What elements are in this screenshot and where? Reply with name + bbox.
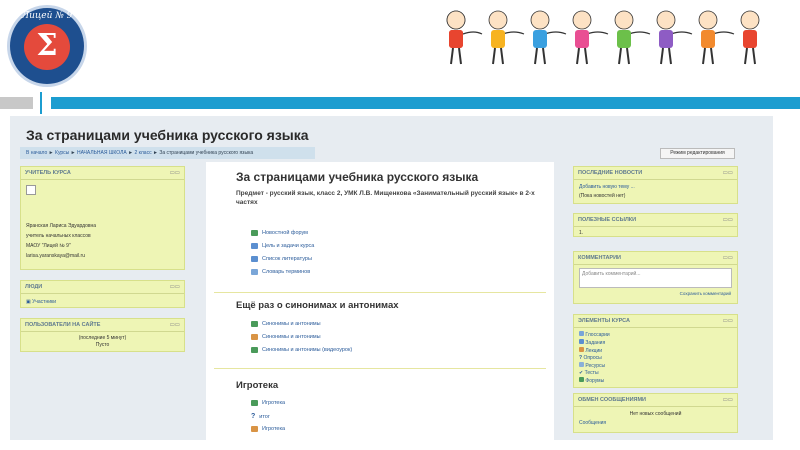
links-block-header: ПОЛЕЗНЫЕ ССЫЛКИ: [578, 217, 637, 223]
block-controls-icon[interactable]: ▭▭: [722, 397, 733, 403]
glossary-icon: [579, 331, 584, 336]
lyceum-logo: [7, 5, 87, 87]
section-divider: [214, 368, 546, 369]
elements-block-header: ЭЛЕМЕНТЫ КУРСА: [578, 318, 630, 324]
block-controls-icon[interactable]: ▭▭: [722, 217, 733, 223]
section-title-synonyms: Ещё раз о синонимах и антонимах: [236, 300, 399, 311]
block-controls-icon[interactable]: ▭▭: [722, 318, 733, 324]
comments-block-header: КОММЕНТАРИИ: [578, 255, 621, 261]
element-tests[interactable]: [579, 370, 732, 377]
moodle-course-screenshot: [10, 116, 773, 440]
course-content: [206, 162, 554, 440]
comments-block: [573, 251, 738, 304]
activity-label[interactable]: Новостной форум: [262, 230, 308, 236]
breadcrumb-courses[interactable]: Курсы: [55, 150, 70, 156]
teacher-block: [20, 166, 185, 270]
file-icon: [579, 362, 584, 367]
element-resources[interactable]: [579, 362, 732, 370]
accent-bar-gray: [0, 97, 33, 109]
online-block-header: ПОЛЬЗОВАТЕЛИ НА САЙТЕ: [25, 322, 101, 328]
block-controls-icon[interactable]: ▭▭: [169, 322, 180, 328]
teacher-school: МАОУ "Лицей № 9": [26, 243, 71, 249]
activity-label[interactable]: Игротека: [262, 400, 286, 406]
activity-forum[interactable]: [251, 230, 308, 236]
news-block-header: ПОСЛЕДНИЕ НОВОСТИ: [578, 170, 643, 176]
save-comment-link[interactable]: Сохранить комментарий: [679, 291, 731, 296]
element-label[interactable]: Тесты: [584, 370, 599, 376]
sigma-emblem: Σ: [24, 24, 70, 70]
activity-label[interactable]: Синонимы и антонимы: [262, 334, 321, 340]
block-controls-icon[interactable]: ▭▭: [722, 170, 733, 176]
useful-links-block: [573, 213, 738, 237]
forum-icon: [579, 377, 584, 382]
teacher-role: учитель начальных классов: [26, 233, 91, 239]
breadcrumb-home[interactable]: В начало: [26, 150, 48, 156]
lesson-icon: [579, 347, 584, 352]
activity-glossary[interactable]: [251, 269, 310, 275]
question-icon: ?: [579, 355, 583, 361]
glossary-icon: [251, 269, 258, 275]
lesson-icon: [251, 334, 258, 340]
section-divider: [214, 292, 546, 293]
activity-label[interactable]: Список литературы: [262, 256, 312, 262]
element-label[interactable]: Лекции: [585, 348, 603, 354]
activity-label[interactable]: Цель и задачи курса: [262, 243, 315, 249]
activity-games-1[interactable]: [251, 400, 285, 406]
element-forums[interactable]: [579, 377, 732, 385]
activity-result[interactable]: [251, 413, 270, 420]
news-empty: (Пока новостей нет): [579, 193, 626, 199]
assignment-icon: [579, 339, 584, 344]
block-controls-icon[interactable]: ▭▭: [169, 170, 180, 176]
activity-label[interactable]: Синонимы и антонимы: [262, 321, 321, 327]
course-heading: За страницами учебника русского языка: [236, 170, 479, 184]
teacher-block-header: УЧИТЕЛЬ КУРСА: [25, 170, 71, 176]
activity-literature[interactable]: [251, 256, 312, 262]
online-status: Пусто: [95, 342, 110, 348]
section-title-games: Игротека: [236, 380, 279, 391]
latest-news-block: [573, 166, 738, 204]
element-glossary[interactable]: [579, 331, 732, 339]
messages-block: [573, 393, 738, 433]
element-label[interactable]: Форумы: [585, 378, 605, 384]
element-label[interactable]: Глоссарии: [585, 332, 610, 338]
messages-link[interactable]: Сообщения: [579, 420, 607, 426]
breadcrumb-primary[interactable]: НАЧАЛЬНАЯ ШКОЛА: [77, 150, 127, 156]
add-topic-link[interactable]: Добавить новую тему ...: [579, 184, 635, 190]
activity-label[interactable]: Синонимы и антонимы (видеоурок): [262, 347, 353, 353]
element-label[interactable]: Задания: [585, 340, 606, 346]
file-icon: [251, 256, 258, 262]
teacher-email[interactable]: larisa.yaranskaya@mail.ru: [26, 253, 85, 259]
teacher-name: Яранская Лариса Эдуардовна: [26, 223, 97, 229]
course-elements-block: [573, 314, 738, 388]
online-users-block: [20, 318, 185, 352]
element-label[interactable]: Ресурсы: [585, 363, 606, 369]
children-illustration: [444, 4, 774, 72]
page-title: За страницами учебника русского языка: [26, 127, 309, 143]
accent-bar-blue: [51, 97, 800, 109]
question-icon: ?: [251, 413, 256, 420]
element-polls[interactable]: [579, 355, 732, 362]
activity-synonyms-video[interactable]: [251, 347, 352, 353]
lesson-icon: [251, 426, 258, 432]
breadcrumb: В начало ► Курсы ► НАЧАЛЬНАЯ ШКОЛА ► 2 класс ► За страницами учебника русского языка: [20, 147, 315, 159]
forum-icon: [251, 230, 258, 236]
messages-empty: Нет новых сообщений: [629, 411, 682, 417]
checkmark-icon: ✔: [579, 370, 584, 376]
element-assignments[interactable]: [579, 339, 732, 347]
links-value: 1.: [579, 230, 584, 236]
participants-link[interactable]: Участники: [32, 299, 57, 305]
accent-divider: [40, 92, 42, 114]
activity-games-2[interactable]: [251, 426, 285, 432]
file-icon: [251, 243, 258, 249]
block-controls-icon[interactable]: ▭▭: [169, 284, 180, 290]
activity-synonyms-2[interactable]: [251, 334, 321, 340]
people-block: [20, 280, 185, 308]
forum-icon: [251, 400, 258, 406]
comment-input[interactable]: Добавить комментарий...: [579, 268, 732, 288]
users-icon: ▣: [26, 299, 31, 305]
forum-icon: [251, 321, 258, 327]
activity-goals[interactable]: [251, 243, 314, 249]
people-block-header: ЛЮДИ: [25, 284, 43, 290]
forum-icon: [251, 347, 258, 353]
block-controls-icon[interactable]: ▭▭: [722, 255, 733, 261]
avatar: [26, 185, 36, 195]
online-period: (последние 5 минут): [78, 335, 127, 341]
messages-block-header: ОБМЕН СООБЩЕНИЯМИ: [578, 397, 647, 403]
breadcrumb-grade[interactable]: 2 класс: [134, 150, 152, 156]
element-lessons[interactable]: [579, 347, 732, 355]
element-label[interactable]: Опросы: [583, 355, 602, 361]
course-subtitle: Предмет - русский язык, класс 2, УМК Л.В. Мищенкова «Занимательный русский язык» в 2-х частях: [236, 190, 535, 206]
activity-label[interactable]: Словарь терминов: [262, 269, 311, 275]
activity-synonyms-1[interactable]: [251, 321, 321, 327]
activity-label[interactable]: итог: [259, 413, 270, 420]
edit-mode-button[interactable]: Режим редактирования: [660, 148, 735, 159]
logo-caption: Лицей № 9: [21, 11, 73, 21]
activity-label[interactable]: Игротека: [262, 426, 286, 432]
breadcrumb-current: За страницами учебника русского языка: [159, 150, 254, 156]
